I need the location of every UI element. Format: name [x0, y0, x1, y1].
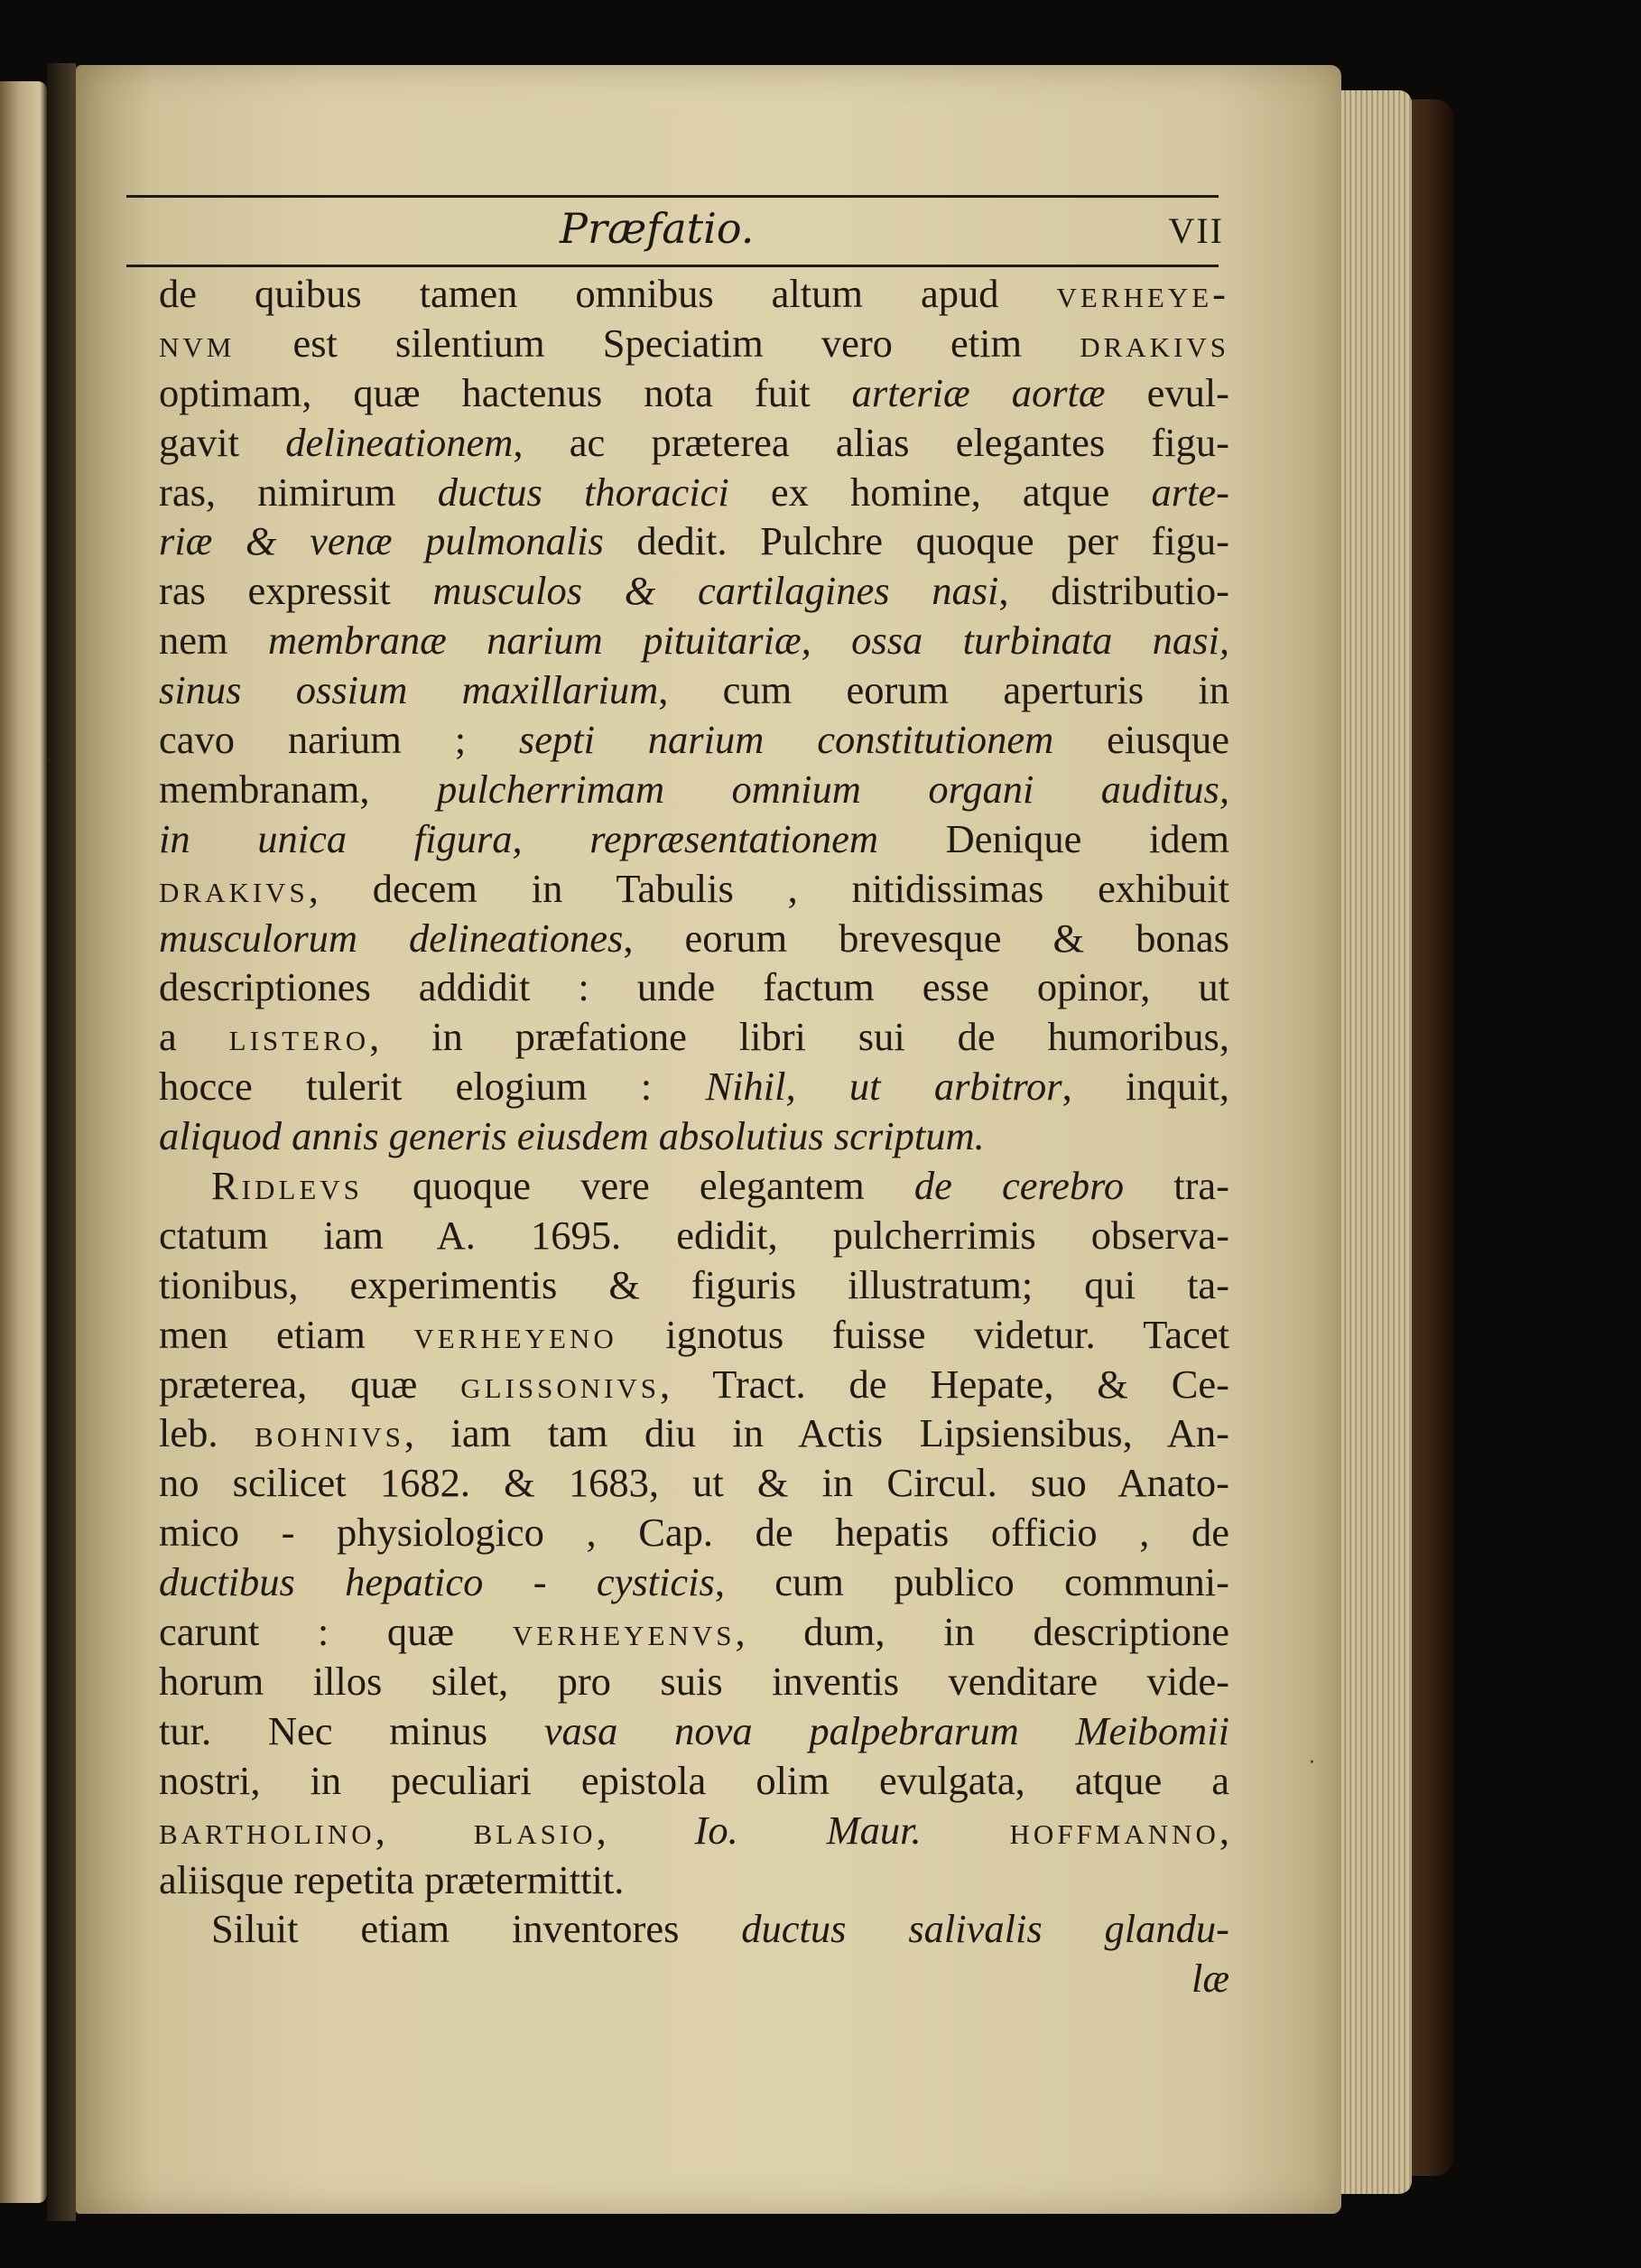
- text-run: cavo narium ;: [159, 717, 519, 763]
- text-line: [159, 1756, 1229, 1806]
- text-run: ctatum iam A. 1695. edidit, pulcherrimis observa-: [159, 1212, 1229, 1258]
- text-run: no scilicet 1682. & 1683, ut & in Circul. suo Anato-: [159, 1460, 1229, 1506]
- text-run: Denique idem: [878, 815, 1229, 861]
- small-caps-run: nvm: [159, 320, 236, 366]
- small-caps-run: glissonivs: [460, 1361, 661, 1407]
- text-line: [159, 418, 1229, 468]
- text-run: , ac præterea alias elegantes figu-: [513, 419, 1229, 465]
- text-run: ,: [1219, 1807, 1230, 1853]
- margin-mark-icon: ·: [1309, 1752, 1315, 1774]
- small-caps-run: bartholino: [159, 1807, 375, 1853]
- text-run: ,: [596, 1807, 695, 1853]
- text-line: [159, 1012, 1229, 1062]
- text-run: , dum, in descriptione: [735, 1609, 1229, 1655]
- italic-run: aliquod annis generis eiusdem absolutius scriptum.: [159, 1113, 985, 1159]
- text-line: [159, 1706, 1229, 1756]
- text-line: [159, 665, 1229, 715]
- header-rule-top: [126, 195, 1219, 198]
- italic-run: musculorum delineationes: [159, 915, 624, 961]
- italic-run: arteriæ aortæ: [851, 369, 1106, 415]
- text-line: [159, 814, 1229, 864]
- text-line: [159, 1408, 1229, 1458]
- italic-run: de cerebro: [913, 1163, 1125, 1209]
- text-line: [159, 1557, 1229, 1607]
- text-run: hocce tulerit elogium :: [159, 1064, 706, 1110]
- body-text: [159, 269, 1229, 2003]
- text-run: , eorum brevesque & bonas: [623, 915, 1229, 961]
- page-number: VII: [1168, 210, 1224, 251]
- text-line: [159, 516, 1229, 566]
- text-run: nem: [159, 618, 268, 664]
- text-run: ex homine, atque: [728, 469, 1152, 515]
- text-run: tionibus, experimentis & figuris illustratum; qui ta-: [159, 1261, 1229, 1307]
- text-run: , cum publico communi-: [714, 1559, 1229, 1605]
- text-run: gavit: [159, 419, 286, 465]
- text-line: [159, 1211, 1229, 1260]
- small-caps-run: bohnivs: [255, 1410, 404, 1456]
- small-caps-run: verheye-: [1056, 271, 1229, 316]
- page-edges: [1341, 90, 1412, 2194]
- text-run: ignotus fuisse videtur. Tacet: [617, 1311, 1229, 1357]
- italic-run: pulcherrimam omnium organi auditus,: [436, 766, 1229, 812]
- text-line: [159, 269, 1229, 319]
- text-run: , inquit,: [1062, 1064, 1230, 1110]
- text-run: præterea, quæ: [159, 1361, 461, 1407]
- italic-run: Io. Maur.: [694, 1807, 922, 1853]
- text-run: a: [159, 1014, 229, 1060]
- text-line: [159, 1806, 1229, 1855]
- italic-run: vasa nova palpebrarum Meibomii: [543, 1707, 1229, 1753]
- small-caps-run: drakivs: [1080, 320, 1229, 366]
- text-line: [159, 566, 1229, 616]
- text-run: ,: [375, 1807, 474, 1853]
- text-line: [159, 1508, 1229, 1557]
- text-run: de quibus tamen omnibus altum apud: [159, 271, 1057, 316]
- italic-run: ductus salivalis glandu-: [741, 1906, 1229, 1952]
- text-line: [159, 468, 1229, 517]
- text-line: [159, 368, 1229, 418]
- text-run: , cum eorum aperturis in: [658, 667, 1229, 713]
- text-run: , in præfatione libri sui de humoribus,: [369, 1014, 1229, 1060]
- italic-run: membranæ narium pituitariæ, ossa turbinata nasi,: [268, 618, 1229, 664]
- text-run: , decem in Tabulis , nitidissimas exhibuit: [308, 865, 1229, 911]
- italic-run: riæ & venæ pulmonalis: [159, 518, 604, 564]
- text-line: [159, 864, 1229, 914]
- text-line: [159, 1855, 1229, 1905]
- small-caps-run: verheyeno: [413, 1311, 617, 1357]
- text-run: , iam tam diu in Actis Lipsiensibus, An-: [403, 1410, 1229, 1456]
- small-caps-run: hoffmanno: [1009, 1807, 1219, 1853]
- italic-run: arte-: [1151, 469, 1229, 515]
- text-line: [159, 1458, 1229, 1508]
- text-run: membranam,: [159, 766, 437, 812]
- text-line: [159, 319, 1229, 368]
- text-run: Siluit etiam inventores: [211, 1906, 742, 1952]
- text-run: leb.: [159, 1410, 255, 1456]
- text-run: evul-: [1105, 369, 1230, 415]
- text-run: tra-: [1124, 1163, 1229, 1209]
- italic-run: ductus thoracici: [437, 469, 729, 515]
- text-line: [159, 1111, 1229, 1161]
- small-caps-run: Ridlevs: [211, 1163, 363, 1209]
- text-run: est silentium Speciatim vero etim: [235, 320, 1080, 366]
- text-line: [159, 765, 1229, 814]
- text-line: [159, 962, 1229, 1012]
- text-line: [159, 1360, 1229, 1409]
- text-run: tur. Nec minus: [159, 1707, 544, 1753]
- text-line: [159, 715, 1229, 765]
- italic-run: sinus ossium maxillarium: [159, 667, 659, 713]
- italic-run: in unica figura, repræsentationem: [159, 815, 878, 861]
- text-line: [159, 914, 1229, 963]
- text-run: horum illos silet, pro suis inventis venditare vide-: [159, 1658, 1229, 1704]
- text-line: [159, 1161, 1229, 1211]
- text-run: ras expressit: [159, 568, 433, 614]
- small-caps-run: drakivs: [159, 865, 309, 911]
- text-run: mico - physiologico , Cap. de hepatis officio , de: [159, 1510, 1229, 1556]
- margin-mark-icon: ·: [47, 749, 53, 772]
- text-run: ras, nimirum: [159, 469, 438, 515]
- text-run: , Tract. de Hepate, & Ce-: [660, 1361, 1229, 1407]
- text-line: [159, 1310, 1229, 1360]
- running-head: Præfatio.: [560, 204, 755, 253]
- italic-run: delineationem: [285, 419, 514, 465]
- text-line: [159, 1260, 1229, 1310]
- small-caps-run: blasio: [473, 1807, 597, 1853]
- italic-run: musculos & cartilagines nasi: [432, 568, 999, 614]
- text-line: [159, 1607, 1229, 1657]
- text-run: carunt : quæ: [159, 1609, 513, 1655]
- small-caps-run: verheyenvs: [512, 1609, 736, 1655]
- text-run: [922, 1808, 1010, 1853]
- text-line: [159, 616, 1229, 665]
- header-rule-bottom: [126, 265, 1219, 267]
- text-run: optimam, quæ hactenus nota fuit: [159, 369, 852, 415]
- book-gutter: [47, 63, 76, 2221]
- facing-page-edge: [0, 81, 47, 2203]
- text-run: nostri, in peculiari epistola olim evulgata, atque a: [159, 1757, 1229, 1803]
- small-caps-run: listero: [228, 1014, 370, 1060]
- text-run: dedit. Pulchre quoque per figu-: [603, 518, 1229, 564]
- text-line: [159, 1657, 1229, 1706]
- text-line: [159, 1062, 1229, 1111]
- italic-run: septi narium constitutionem: [518, 717, 1054, 763]
- text-run: eiusque: [1053, 717, 1230, 763]
- text-run: men etiam: [159, 1311, 414, 1357]
- text-run: quoque vere elegantem: [362, 1163, 914, 1209]
- text-run: descriptiones addidit : unde factum esse opinor, ut: [159, 964, 1229, 1010]
- catchword: læ: [1191, 1956, 1229, 2002]
- text-run: , distributio-: [998, 568, 1229, 614]
- text-run: aliisque repetita prætermittit.: [159, 1856, 625, 1902]
- italic-run: Nihil, ut arbitror: [705, 1064, 1062, 1110]
- text-line: [159, 1904, 1229, 1954]
- italic-run: ductibus hepatico - cysticis: [159, 1559, 715, 1605]
